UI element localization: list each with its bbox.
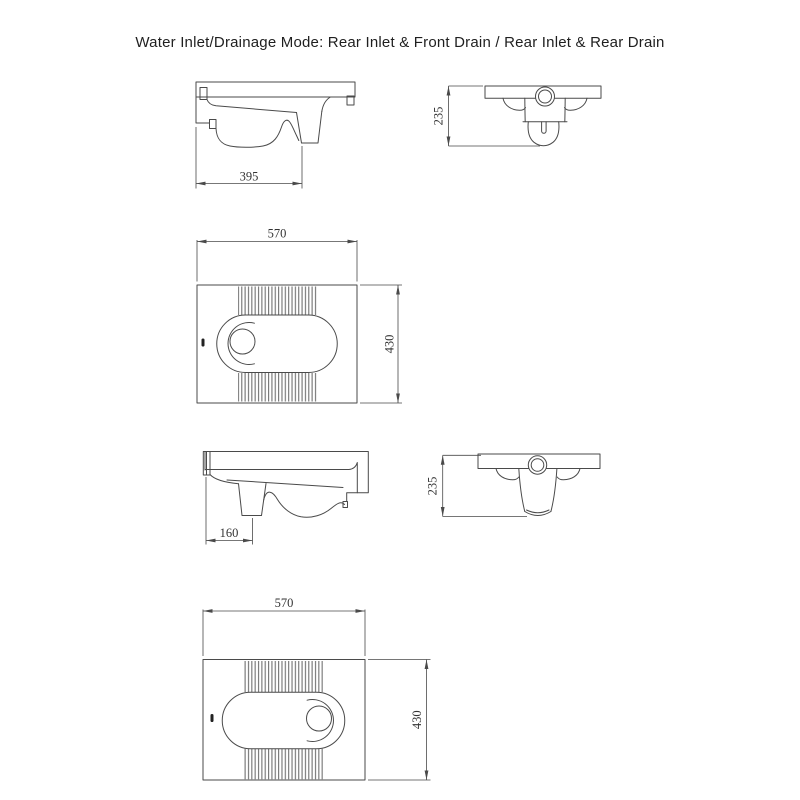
bowl-left-fillet (496, 469, 519, 480)
dimension-395 (196, 127, 302, 189)
anti-slip-ribs-top (238, 287, 318, 316)
bowl-interior-line (227, 480, 343, 488)
anti-slip-ribs-top (243, 661, 323, 692)
dimension-label-235-bottom: 235 (425, 476, 440, 496)
drain-tube-bottom-inner (527, 510, 550, 513)
dimension-label-430-top: 430 (382, 334, 397, 354)
rear-underside-curve (210, 475, 239, 484)
trap-slot (542, 122, 547, 134)
drain-tube-walls (519, 469, 557, 512)
dimension-160 (206, 477, 253, 545)
dimension-430-bottom (368, 660, 431, 781)
drain-outlet (297, 112, 322, 144)
dimension-430-top (360, 285, 402, 403)
dimension-570-top (197, 227, 357, 282)
dimension-label-235-top: 235 (431, 106, 446, 126)
pan-rim-slab (196, 82, 355, 97)
side-view-front-drain (196, 82, 355, 189)
anti-slip-ribs-bottom (243, 749, 323, 780)
top-view-rear-drain (203, 596, 431, 780)
dimension-label-395: 395 (239, 169, 259, 184)
bowl-left-fillet (503, 98, 526, 110)
drain-outlet (239, 484, 267, 516)
rear-view-rear-drain (426, 454, 601, 517)
pan-rim-slab (205, 452, 368, 502)
top-view-front-drain (197, 227, 402, 404)
brand-mark (211, 714, 214, 722)
rim-underside (205, 463, 357, 493)
rim-underside (322, 97, 331, 112)
inlet-spud (200, 88, 207, 100)
bowl-right-fillet (565, 98, 588, 110)
bowl-right-fillet (557, 469, 580, 480)
drain-tube-bottom (525, 512, 551, 516)
dimension-label-570-bottom: 570 (274, 596, 294, 610)
bowl-opening (217, 315, 338, 373)
bowl-interior-line (207, 100, 297, 113)
bowl-profile (264, 492, 345, 517)
dimension-label-430-bottom: 430 (410, 710, 424, 730)
dimension-570-bottom (203, 596, 365, 656)
dimension-235-bottom (426, 455, 528, 516)
rear-lug (210, 120, 217, 129)
page-title: Water Inlet/Drainage Mode: Rear Inlet & Front Drain / Rear Inlet & Rear Drain (135, 34, 665, 51)
rear-view-front-drain (432, 86, 602, 146)
dimension-label-570-top: 570 (267, 226, 287, 241)
dimension-label-160: 160 (219, 526, 239, 540)
front-lug (343, 502, 348, 508)
bowl-opening (222, 692, 345, 749)
brand-mark (202, 339, 205, 347)
bowl-profile (216, 120, 299, 147)
dimension-235-top (432, 86, 541, 146)
side-view-rear-drain (203, 452, 368, 545)
anti-slip-ribs-bottom (238, 373, 318, 402)
